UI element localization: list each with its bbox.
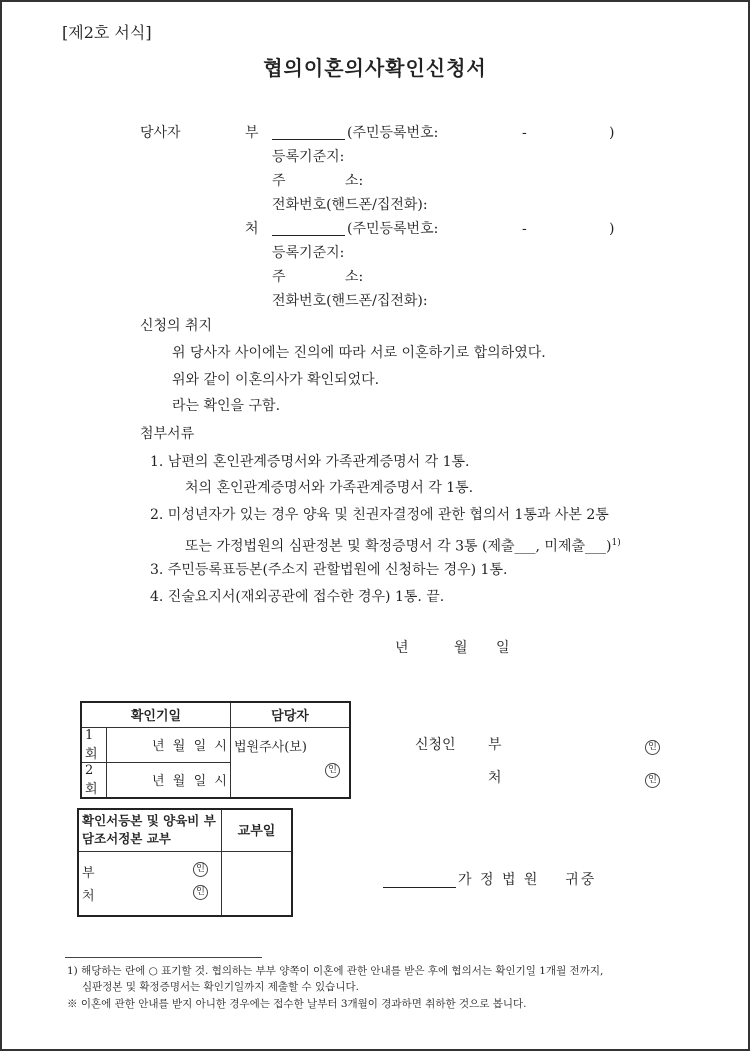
wife-rrn-dash: -: [522, 221, 527, 237]
husband-address-label-a: 주: [272, 173, 286, 189]
husband-phone-label: 전화번호(핸드폰/집전화):: [272, 197, 428, 213]
header-delivery-date: 교부일: [222, 809, 293, 851]
date-year: 년: [395, 640, 409, 656]
footnote: 심판정본 및 확정증명서는 확인기일까지 제출할 수 있습니다.: [82, 981, 359, 993]
form-label: [제2호 서식]: [62, 23, 152, 42]
purpose-line: 위와 같이 이혼의사가 확인되었다.: [172, 372, 380, 388]
attachments-label: 첨부서류: [140, 426, 195, 442]
husband-rrn-dash: -: [522, 125, 527, 141]
confirm-date-table: [80, 701, 351, 799]
seal-icon: 인: [193, 862, 208, 877]
header-confirm-date: 확인기일: [81, 702, 231, 727]
attachment-item-text: 또는 가정법원의 심판정본 및 확정증명서 각 3통 (제출___, 미제출___): [185, 538, 612, 555]
applicant-wife: 처: [488, 770, 502, 786]
footnote: 1) 해당하는 란에 ○ 표기할 것. 협의하는 부부 양쪽이 이혼에 관한 안내를 받은 후에 협의서는 확인기일 1개월 전까지,: [67, 965, 604, 977]
applicant-husband: 부: [488, 737, 502, 753]
wife-address-label-a: 주: [272, 269, 286, 285]
wife-registry-label: 등록기준지:: [272, 245, 345, 261]
purpose-line: 라는 확인을 구함.: [172, 398, 281, 414]
date-day: 일: [496, 640, 510, 656]
purpose-line: 위 당사자 사이에는 진의에 따라 서로 이혼하기로 합의하였다.: [172, 345, 546, 361]
footnote-divider: [65, 957, 262, 958]
document-title: 협의이혼의사확인신청서: [263, 56, 487, 80]
round-label: 1회: [81, 727, 107, 762]
round-label: 2회: [81, 762, 107, 798]
officer-title: 법원주사(보): [234, 739, 307, 755]
husband-rrn-close: ): [609, 125, 615, 141]
delivery-date-cell[interactable]: [222, 851, 293, 916]
wife-role: 처: [245, 221, 259, 237]
court-addressee: 가 정 법 원 귀중: [458, 872, 597, 888]
wife-rrn-close: ): [609, 221, 615, 237]
delivery-table: [77, 808, 293, 917]
footnote-mark: 1): [611, 538, 621, 548]
round-datetime[interactable]: 년 월 일 시: [107, 727, 231, 762]
round-datetime[interactable]: 년 월 일 시: [107, 762, 231, 798]
delivery-wife: 처: [82, 888, 95, 904]
officer-cell: [231, 727, 351, 798]
wife-phone-label: 전화번호(핸드폰/집전화):: [272, 293, 428, 309]
husband-registry-label: 등록기준지:: [272, 149, 345, 165]
seal-icon: 인: [645, 740, 660, 755]
attachment-item: 처의 혼인관계증명서와 가족관계증명서 각 1통.: [185, 480, 474, 496]
purpose-label: 신청의 취지: [140, 318, 213, 334]
date-month: 월: [454, 640, 468, 656]
husband-rrn-label: (주민등록번호:: [347, 125, 439, 141]
seal-icon: 인: [645, 773, 660, 788]
delivery-signatures: [78, 851, 222, 916]
wife-name-blank[interactable]: [272, 235, 345, 236]
wife-rrn-label: (주민등록번호:: [347, 221, 439, 237]
parties-label: 당사자: [140, 125, 181, 141]
seal-icon: 인: [325, 763, 340, 778]
seal-icon: 인: [193, 885, 208, 900]
footnote: ※ 이혼에 관한 안내를 받지 아니한 경우에는 접수한 날부터 3개월이 경과하면 취하한 것으로 봅니다.: [67, 998, 527, 1010]
attachment-item: 1. 남편의 혼인관계증명서와 가족관계증명서 각 1통.: [150, 454, 470, 470]
header-delivery: 확인서등본 및 양육비 부담조서정본 교부: [78, 809, 222, 851]
wife-address-label-b: 소:: [345, 269, 364, 285]
husband-name-blank[interactable]: [272, 139, 345, 140]
husband-address-label-b: 소:: [345, 173, 364, 189]
delivery-husband: 부: [82, 865, 95, 881]
court-name-blank[interactable]: [383, 887, 456, 888]
husband-role: 부: [245, 125, 259, 141]
header-officer: 담당자: [231, 702, 351, 727]
attachment-item: 4. 진술요지서(재외공관에 접수한 경우) 1통. 끝.: [150, 589, 445, 605]
attachment-item: [185, 534, 621, 556]
attachment-item: 3. 주민등록표등본(주소지 관할법원에 신청하는 경우) 1통.: [150, 562, 508, 578]
applicant-label: 신청인: [415, 737, 456, 753]
attachment-item: 2. 미성년자가 있는 경우 양육 및 친권자결정에 관한 협의서 1통과 사본 2통: [150, 507, 609, 523]
